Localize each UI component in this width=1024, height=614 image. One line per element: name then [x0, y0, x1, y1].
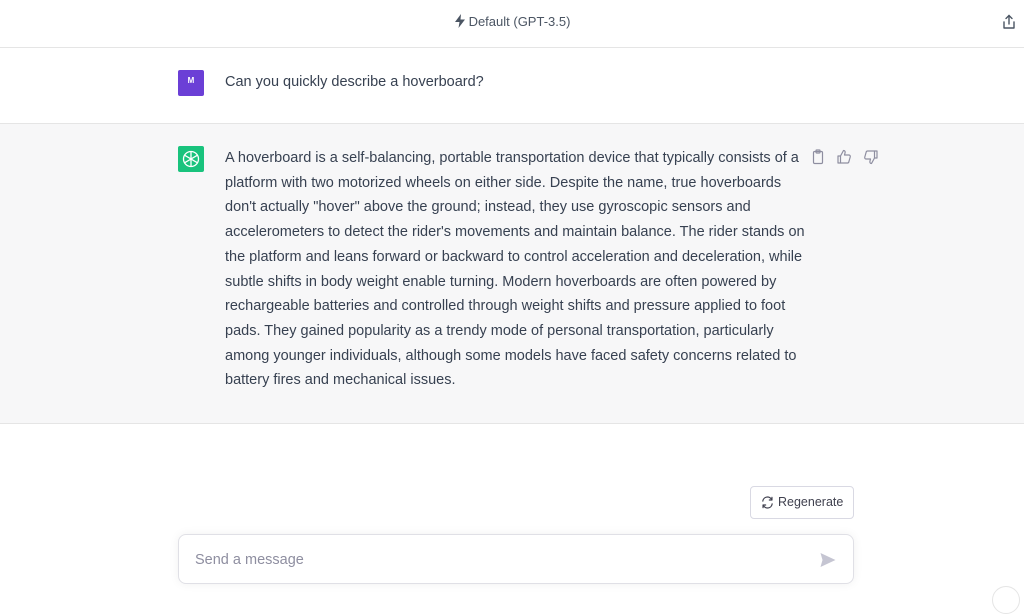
message-input[interactable]: [193, 547, 797, 573]
assistant-avatar: [178, 146, 204, 172]
message-actions: [810, 149, 885, 165]
model-label: Default (GPT-3.5): [468, 14, 571, 29]
thumbs-up-icon[interactable]: [836, 149, 852, 165]
copy-icon[interactable]: [810, 149, 826, 165]
message-input-box: [178, 534, 854, 584]
regenerate-button[interactable]: [750, 486, 854, 519]
user-message-row: [0, 48, 1024, 124]
openai-logo-icon: [181, 149, 201, 169]
assistant-message-text: A hoverboard is a self-balancing, portable transportation device that typically consists of a platform with two motorized wheels on either side. Despite the name, true hoverboards don't actually "hover" above the ground; instead, they use gyroscopic sensors and accelerometers to detect the rider's movements and maintain balance. The rider stands on the platform and leans forward or backward to control acceleration and deceleration, while subtle shifts in body weight enable turning. Modern hoverboards are often powered by rechargeable batteries and controlled through weight shifts and pressure applied to foot pads. They gained popularity as a trendy mode of personal transportation, particularly among younger individuals, although some models have faced safety concerns related to battery fires and mechanical issues.: [225, 150, 805, 389]
thumbs-down-icon[interactable]: [863, 149, 879, 165]
user-avatar-initial: M: [187, 76, 195, 85]
regenerate-label: Regenerate: [778, 495, 844, 509]
send-icon[interactable]: [819, 551, 837, 569]
top-bar: [0, 0, 1024, 48]
model-selector[interactable]: [0, 14, 1024, 29]
assistant-message-row: [0, 124, 1024, 424]
help-button[interactable]: [992, 586, 1020, 614]
refresh-icon: [761, 496, 774, 509]
user-avatar: [178, 70, 204, 96]
user-message-text: Can you quickly describe a hoverboard?: [225, 74, 484, 90]
lightning-icon: [454, 14, 466, 28]
share-icon[interactable]: [1001, 14, 1017, 30]
